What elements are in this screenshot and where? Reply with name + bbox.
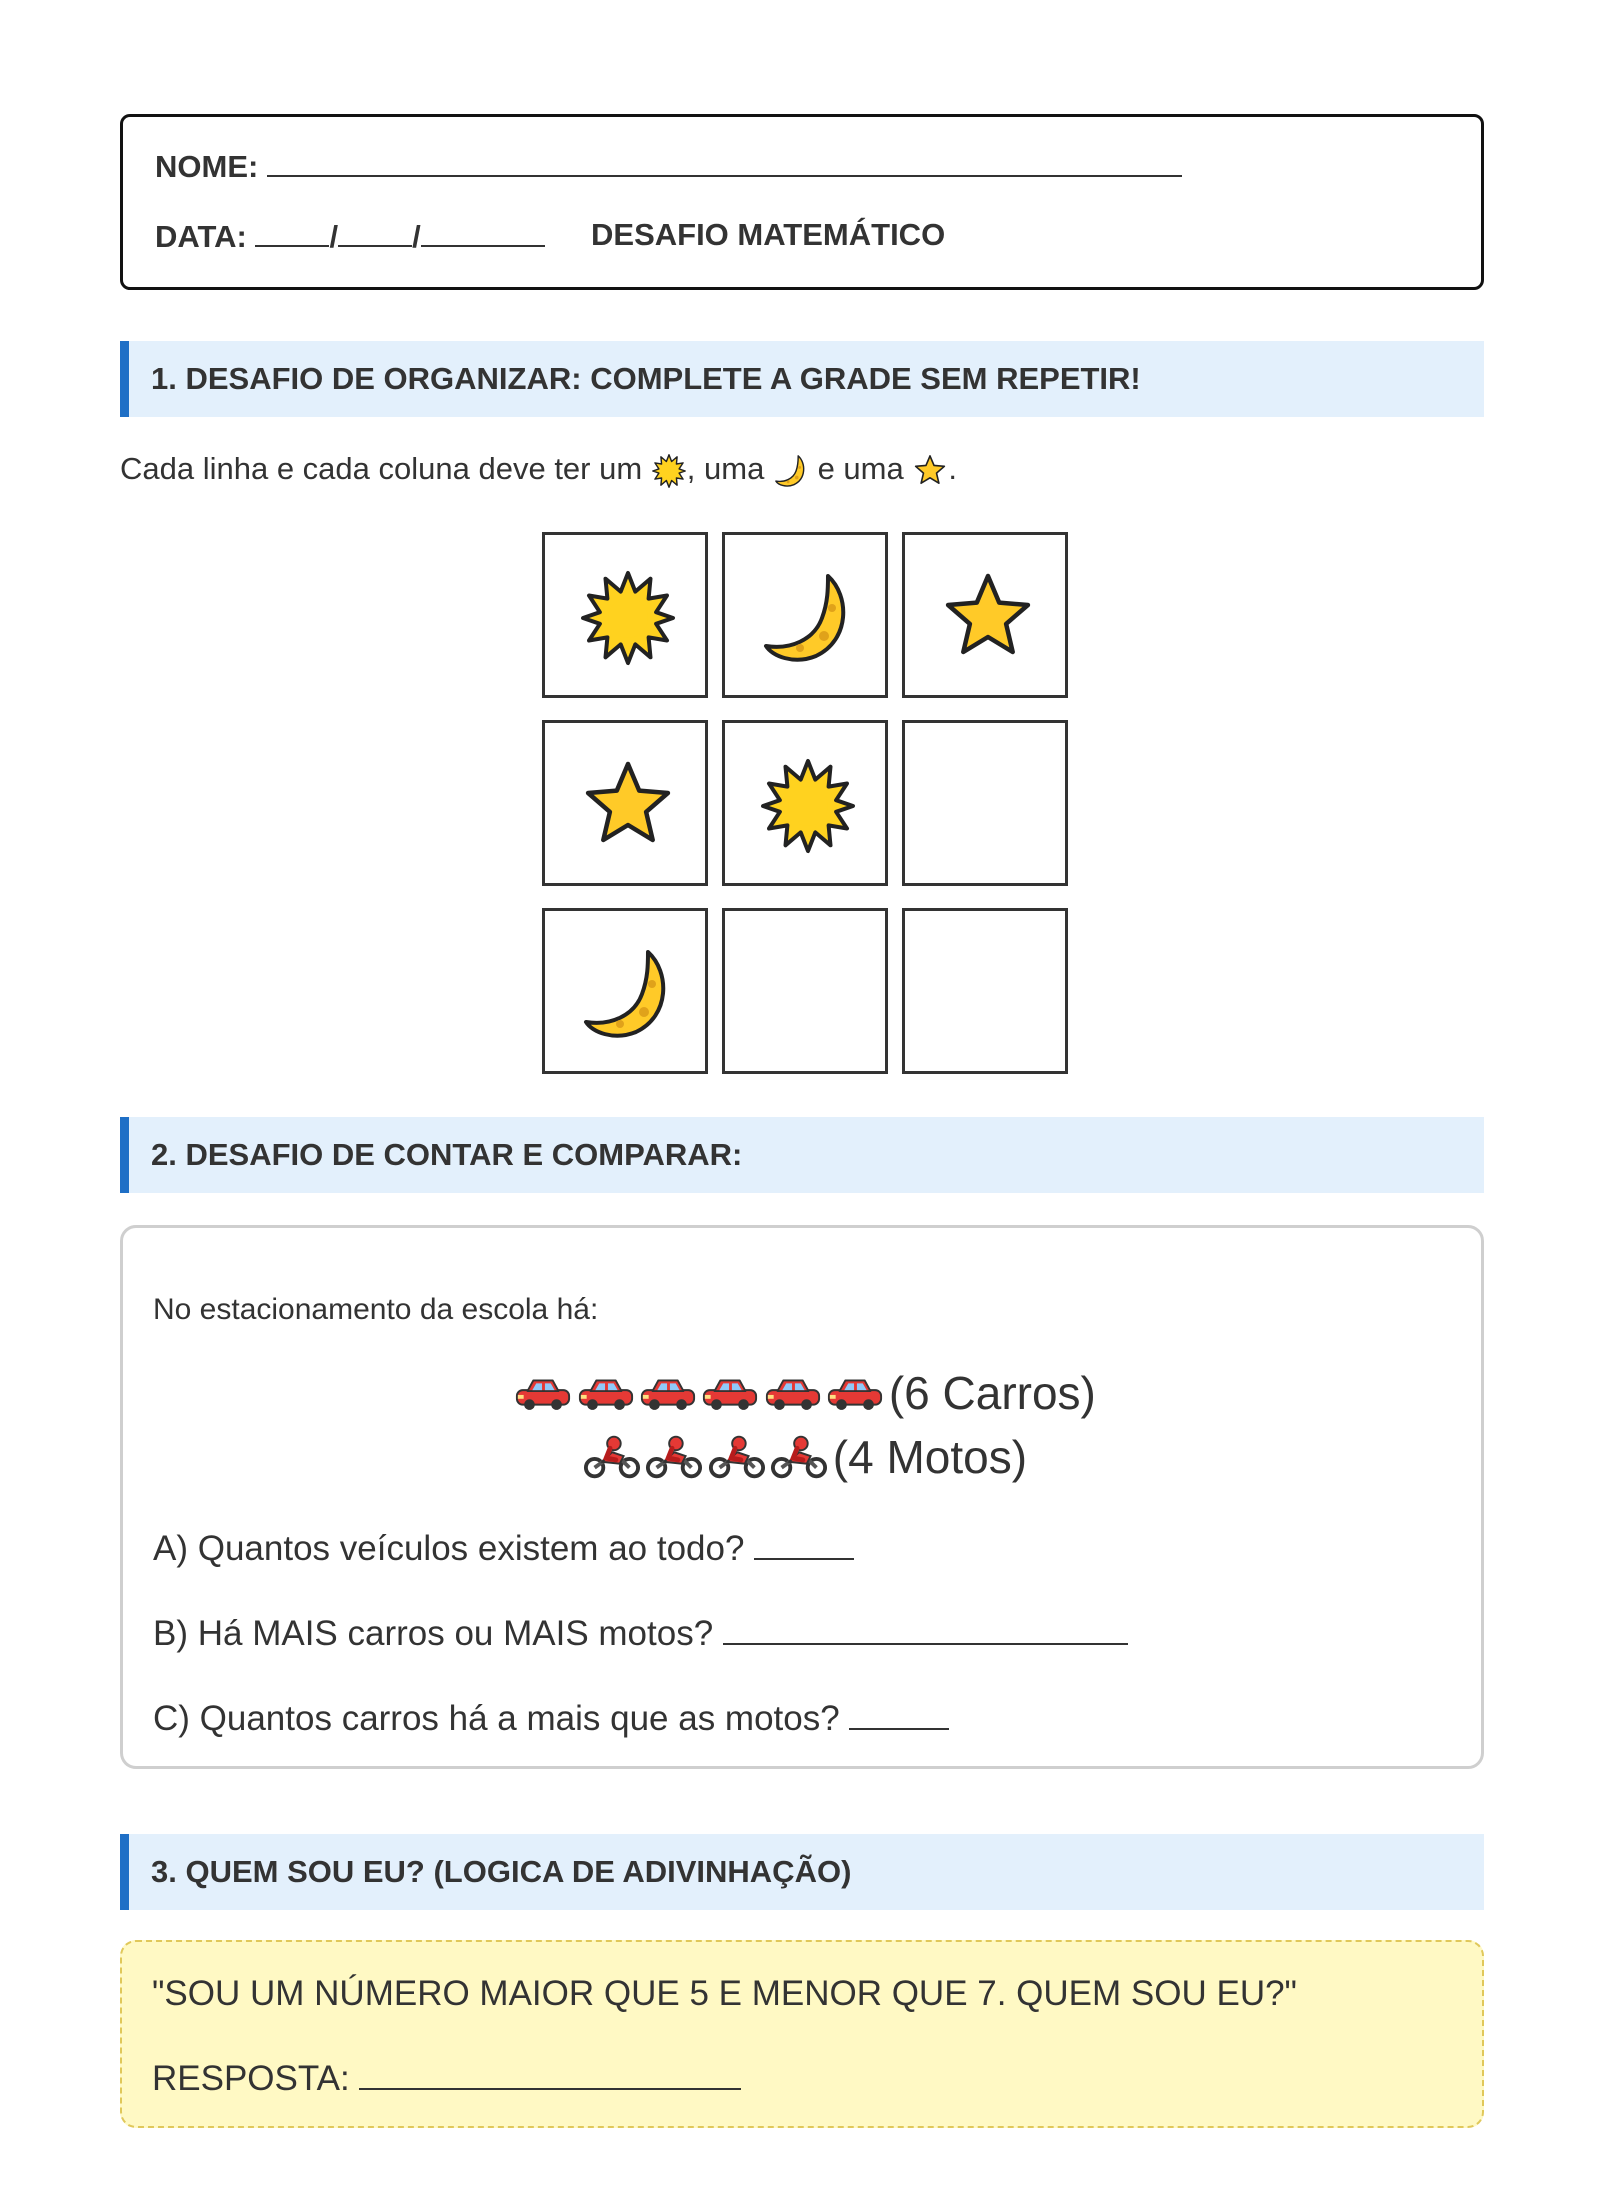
- name-label: NOME:: [155, 149, 259, 184]
- date-label: DATA:: [155, 219, 247, 254]
- car-icon: [764, 1372, 822, 1414]
- grid-cell-r1c3: [902, 532, 1068, 698]
- cars-row: [123, 1366, 1487, 1420]
- star-icon: [578, 756, 678, 856]
- question-b-text: B) Há MAIS carros ou MAIS motos?: [153, 1614, 714, 1653]
- date-row: [155, 217, 545, 255]
- car-icon: [701, 1372, 759, 1414]
- date-month-blank[interactable]: [338, 217, 412, 247]
- question-c-text: C) Quantos carros há a mais que as motos?: [153, 1699, 840, 1738]
- question-a-text: A) Quantos veículos existem ao todo?: [153, 1529, 745, 1568]
- moon-icon: [758, 568, 858, 668]
- instruction-text: Cada linha e cada coluna deve ter um: [120, 451, 643, 486]
- cars-label: (6 Carros): [888, 1367, 1096, 1419]
- date-day-blank[interactable]: [255, 217, 329, 247]
- car-icon: [639, 1372, 697, 1414]
- sun-icon: [651, 453, 687, 489]
- answer-a-blank[interactable]: [754, 1528, 854, 1560]
- grid-cell-r3c3-empty[interactable]: [902, 908, 1068, 1074]
- star-icon: [938, 568, 1038, 668]
- section-2-header: [120, 1117, 1484, 1193]
- section-2-title: 2. DESAFIO DE CONTAR E COMPARAR:: [151, 1137, 743, 1172]
- answer-row: [152, 2058, 741, 2099]
- moon-icon: [578, 944, 678, 1044]
- riddle-text: "SOU UM NÚMERO MAIOR QUE 5 E MENOR QUE 7. QUEM SOU EU?": [152, 1974, 1297, 2013]
- motorcycle-icon: [645, 1434, 703, 1480]
- counting-box: [120, 1225, 1484, 1769]
- motorcycle-icon: [708, 1434, 766, 1480]
- sun-icon: [578, 568, 678, 668]
- grid-cell-r2c3-empty[interactable]: [902, 720, 1068, 886]
- motos-row: [123, 1430, 1487, 1484]
- grid-instruction: [120, 451, 957, 489]
- motos-label: (4 Motos): [832, 1431, 1028, 1483]
- instruction-text: e uma: [817, 451, 904, 486]
- question-b: [153, 1613, 1128, 1654]
- motorcycle-icon: [583, 1434, 641, 1480]
- question-c: [153, 1698, 949, 1739]
- grid-cell-r2c2: [722, 720, 888, 886]
- instruction-text: .: [948, 451, 957, 486]
- section-1-title: 1. DESAFIO DE ORGANIZAR: COMPLETE A GRADE SEM REPETIR!: [151, 361, 1141, 396]
- car-icon: [514, 1372, 572, 1414]
- answer-c-blank[interactable]: [849, 1698, 949, 1730]
- motorcycle-icon: [770, 1434, 828, 1480]
- star-icon: [912, 453, 948, 489]
- riddle-box: [120, 1940, 1484, 2128]
- moon-icon: [773, 453, 809, 489]
- answer-b-blank[interactable]: [723, 1613, 1128, 1645]
- parking-intro: No estacionamento da escola há:: [153, 1293, 599, 1326]
- grid-cell-r3c2-empty[interactable]: [722, 908, 888, 1074]
- answer-label: RESPOSTA:: [152, 2059, 350, 2098]
- section-1-header: [120, 341, 1484, 417]
- section-3-header: [120, 1834, 1484, 1910]
- sun-icon: [758, 756, 858, 856]
- name-row: [155, 147, 1182, 185]
- question-a: [153, 1528, 854, 1569]
- header-box: [120, 114, 1484, 290]
- instruction-text: , uma: [686, 451, 765, 486]
- riddle-answer-blank[interactable]: [359, 2058, 741, 2090]
- date-separator: /: [412, 219, 421, 254]
- car-icon: [577, 1372, 635, 1414]
- grid-cell-r1c2: [722, 532, 888, 698]
- date-separator: /: [329, 219, 339, 254]
- grid-cell-r3c1: [542, 908, 708, 1074]
- name-blank[interactable]: [267, 147, 1182, 177]
- date-year-blank[interactable]: [421, 217, 545, 247]
- section-3-title: 3. QUEM SOU EU? (LOGICA DE ADIVINHAÇÃO): [151, 1854, 852, 1889]
- car-icon: [826, 1372, 884, 1414]
- worksheet-title: DESAFIO MATEMÁTICO: [591, 217, 946, 252]
- grid-cell-r1c1: [542, 532, 708, 698]
- grid-cell-r2c1: [542, 720, 708, 886]
